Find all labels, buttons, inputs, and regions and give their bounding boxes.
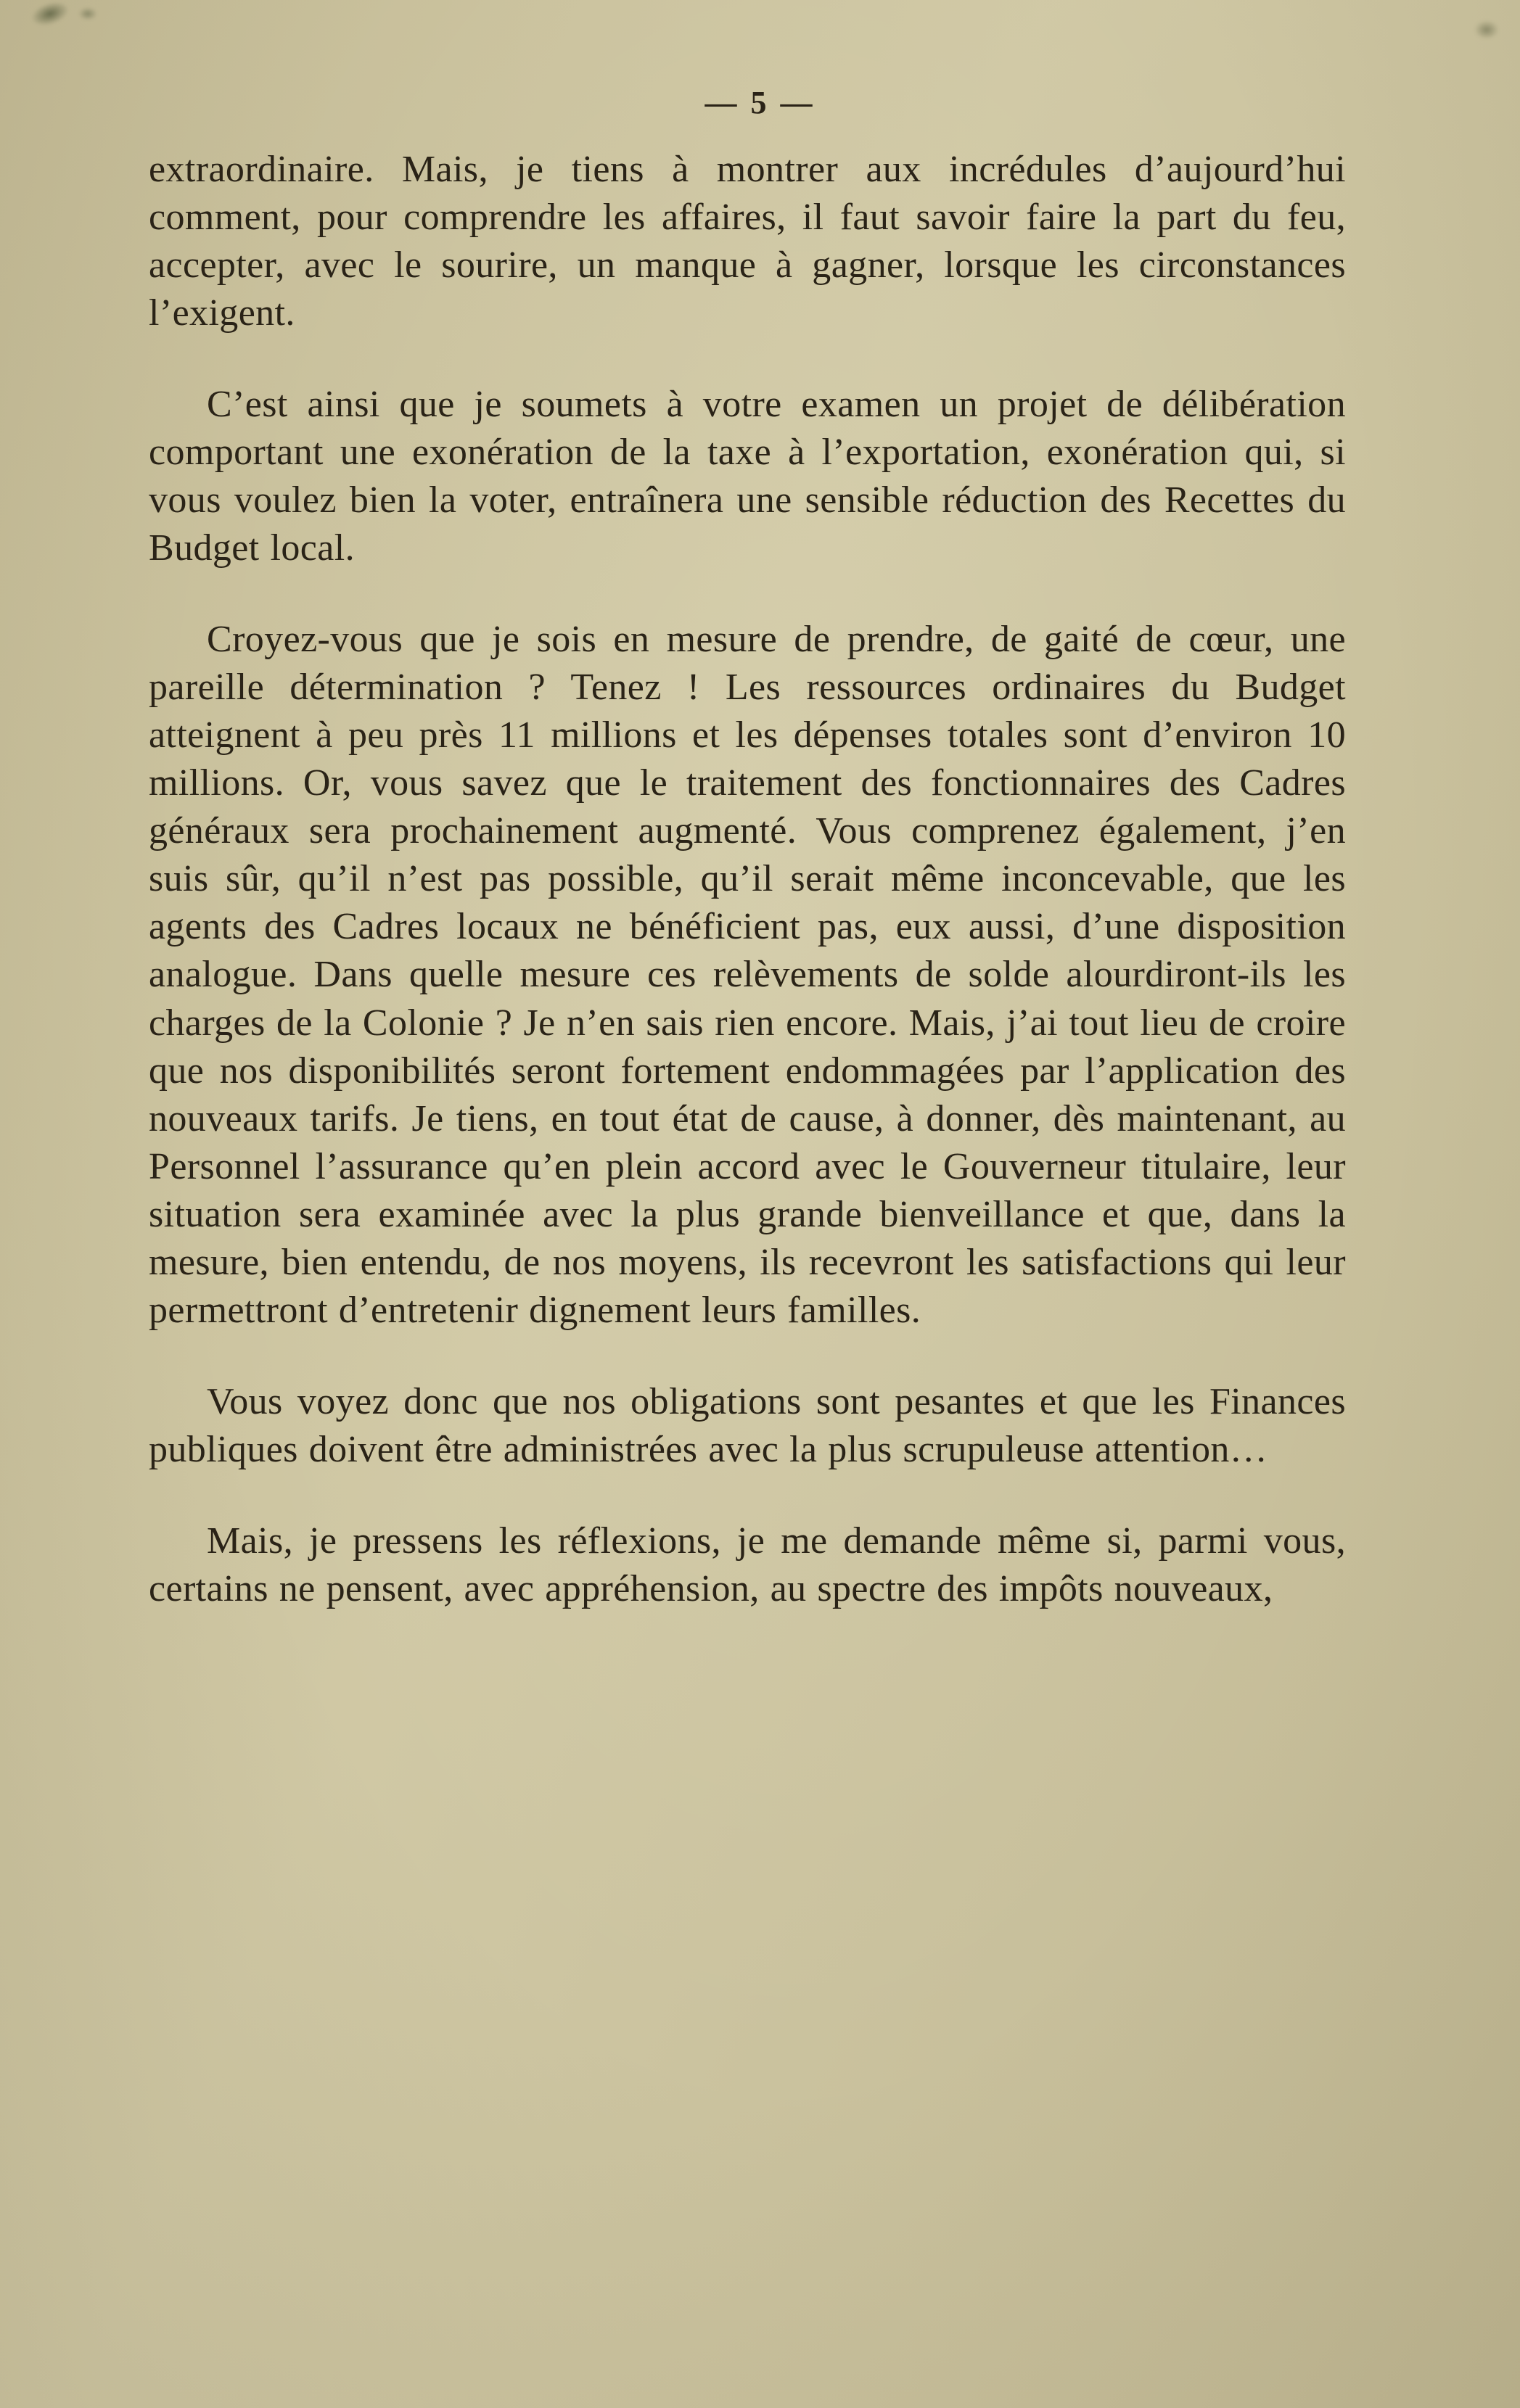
paragraph-impots-nouveaux: Mais, je pressens les réflexions, je me demande même si, parmi vous, certains ne pensent, avec appréhension, au spectre des impôts nouveaux,: [149, 1520, 1346, 1609]
page-number: — 5 —: [704, 85, 816, 120]
paragraph-budget-ressources: Croyez-vous que je sois en mesure de prendre, de gaité de cœur, une pareille détermination ? Tenez ! Les ressources ordinaires du Budget atteignent à peu près 11 millions et les dépenses totales sont d’environ 10 millions. Or, vous savez que le traitement des fonctionnaires des Cadres généraux sera prochainement augmenté. Vous comprenez également, j’en suis sûr, qu’il n’est pas possible, qu’il serait même inconcevable, que les agents des Cadres locaux ne bénéficient pas, eux aussi, d’une disposition analogue. Dans quelle mesure ces relèvements de solde alourdiront-ils les charges de la Colonie ? Je n’en sais rien encore. Mais, j’ai tout lieu de croire que nos disponibilités seront fortement endommagées par l’application des nouveaux tarifs. Je tiens, en tout état de cause, à donner, dès maintenant, au Personnel l’assurance qu’en plein accord avec le Gouverneur titulaire, leur situation sera examinée avec la plus grande bienveillance et que, dans la mesure, bien entendu, de nos moyens, ils recevront les satisfactions qui leur permettront d’entretenir dignement leurs familles.: [149, 619, 1346, 1331]
paragraph-projet-deliberation: C’est ainsi que je soumets à votre examen un projet de délibération comportant une exonération de la taxe à l’exportation, exonération qui, si vous voulez bien la voter, entraînera une sensible réduction des Recettes du Budget local.: [149, 384, 1346, 569]
text-block: [149, 146, 1346, 1613]
paragraph-continuation: extraordinaire. Mais, je tiens à montrer aux incrédules d’aujourd’hui comment, pour comprendre les affaires, il faut savoir faire la part du feu, accepter, avec le sourire, un manque à gagner, lorsque les circonstances l’exigent.: [149, 149, 1346, 334]
paragraph-finances-publiques: Vous voyez donc que nos obligations sont pesantes et que les Finances publiques doivent être administrées avec la plus scrupuleuse attention…: [149, 1380, 1346, 1470]
